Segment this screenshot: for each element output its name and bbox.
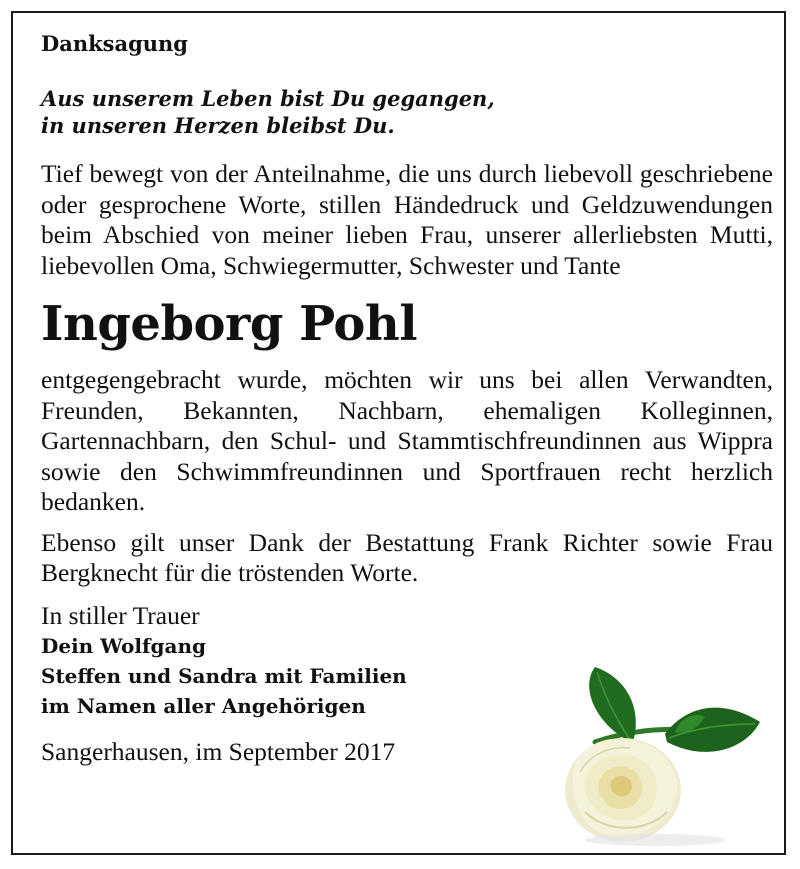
signature-intro: In stiller Trauer (41, 600, 200, 630)
place-date: Sangerhausen, im September 2017 (41, 736, 396, 766)
motto (41, 85, 773, 139)
signature-name: Dein Wolfgang (41, 633, 207, 658)
thanks-paragraph: entgegengebracht wurde, möchten wir uns bei allen Verwandten, Freunden, Bekannten, Nachbarn, ehemaligen Kolleginnen, Gartennachbarn, den Schul- und Stammtischfreundinnen aus Wippra sowie den Schwimmfreundinnen und Sportfrauen recht herzlich bedanken. (41, 365, 773, 516)
signature-name: Steffen und Sandra mit Familien (41, 663, 407, 688)
motto-line: Aus unserem Leben bist Du gegangen, (41, 86, 495, 111)
thanks-paragraph-2: Ebenso gilt unser Dank der Bestattung Frank Richter sowie Frau Bergknecht für die tröstenden Worte. (41, 527, 773, 587)
white-rose-icon (555, 662, 767, 852)
deceased-name: Ingeborg Pohl (41, 296, 418, 352)
motto-line: in unseren Herzen bleibst Du. (41, 113, 395, 138)
notice-content (41, 31, 773, 767)
signature-name: im Namen aller Angehörigen (41, 693, 366, 718)
rose-leaf-left (589, 667, 636, 742)
notice-heading: Danksagung (41, 31, 188, 56)
intro-paragraph: Tief bewegt von der Anteilnahme, die uns durch liebevoll geschriebene oder gesprochene Worte, stillen Händedruck und Geldzuwendungen beim Abschied von meiner lieben Frau, unserer allerliebsten Mutti, liebevollen Oma, Schwiegermutter, Schwester und Tante (41, 159, 773, 280)
signature-block (41, 601, 561, 721)
